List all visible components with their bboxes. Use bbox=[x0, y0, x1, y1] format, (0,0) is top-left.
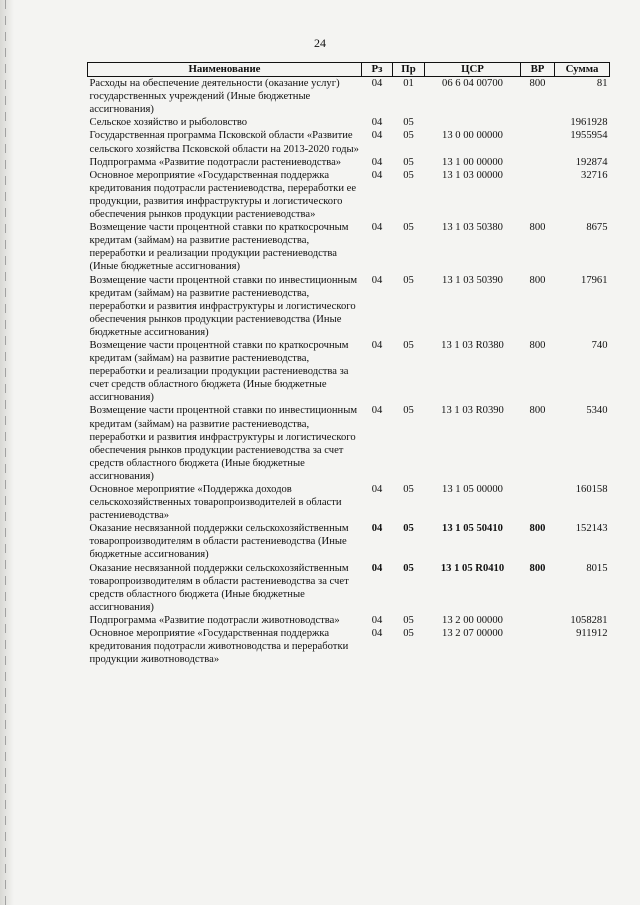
row-csr: 13 1 03 50380 bbox=[442, 222, 503, 234]
row-csr bbox=[425, 116, 521, 129]
row-pr: 05 bbox=[403, 562, 414, 574]
row-csr: 13 1 05 50410 bbox=[442, 523, 503, 535]
row-pr: 01 bbox=[403, 78, 414, 90]
row-vr bbox=[521, 129, 555, 155]
row-rz: 04 bbox=[371, 339, 383, 351]
row-name: Оказание несвязанной поддержки сельскохозяйственным товаропроизводителям в области растениеводства (Иные бюджетные ассигнования) bbox=[89, 523, 349, 561]
table-row bbox=[88, 221, 610, 273]
row-rz: 04 bbox=[371, 78, 383, 90]
row-name: Подпрограмма «Развитие подотрасли растениеводства» bbox=[89, 156, 342, 168]
table-row bbox=[88, 483, 610, 522]
row-vr: 800 bbox=[529, 274, 546, 286]
row-csr: 13 0 00 00000 bbox=[442, 130, 503, 142]
row-pr: 05 bbox=[403, 628, 414, 640]
row-name: Основное мероприятие «Государственная поддержка кредитования подотрасли растениеводства, переработки ее продукции, развития инфраструктуры и логистического обеспечения рынков продукции растениеводства» bbox=[89, 169, 357, 221]
row-name: Расходы на обеспечение деятельности (оказание услуг) государственных учреждений (Иные бюджетные ассигнования) bbox=[89, 78, 340, 116]
row-vr: 800 bbox=[529, 523, 546, 535]
row-name: Сельское хозяйство и рыболовство bbox=[89, 117, 248, 129]
row-sum: 5340 bbox=[586, 405, 608, 417]
row-rz: 04 bbox=[371, 484, 383, 495]
row-pr: 05 bbox=[403, 117, 414, 129]
row-sum: 1955954 bbox=[570, 130, 608, 142]
row-name: Основное мероприятие «Поддержка доходов сельскохозяйственных товаропроизводителей в области растениеводства» bbox=[89, 484, 342, 522]
row-sum: 81 bbox=[596, 78, 608, 90]
header-name: Наименование bbox=[88, 63, 362, 77]
header-csr: ЦСР bbox=[425, 63, 521, 77]
table-row bbox=[88, 156, 610, 169]
row-rz: 04 bbox=[371, 130, 383, 142]
row-sum: 1961928 bbox=[570, 117, 608, 129]
row-csr: 13 2 00 00000 bbox=[442, 614, 503, 626]
row-pr: 05 bbox=[403, 222, 414, 234]
row-name: Возмещение части процентной ставки по инвестиционным кредитам (займам) на развитие растениеводства, переработки и развития инфраструктуры и логистического обеспечения рынков продукции растениеводства за счет средств областного бюджета (Иные бюджетные ассигнования) bbox=[89, 405, 358, 482]
row-vr bbox=[521, 169, 555, 221]
row-csr: 13 1 00 00000 bbox=[442, 156, 503, 168]
row-vr: 800 bbox=[529, 562, 546, 574]
row-sum: 17961 bbox=[581, 274, 608, 286]
row-sum: 192874 bbox=[575, 156, 608, 168]
row-csr: 13 1 03 50390 bbox=[442, 274, 503, 286]
budget-table bbox=[87, 62, 610, 666]
row-name: Возмещение части процентной ставки по краткосрочным кредитам (займам) на развитие растениеводства, переработки и реализации продукции растениеводства за счет средств областного бюджета (Иные бюджетные ассигнования) bbox=[89, 339, 349, 404]
table-row bbox=[88, 627, 610, 666]
row-rz: 04 bbox=[371, 562, 383, 574]
row-sum: 911912 bbox=[576, 628, 608, 640]
header-sum: Сумма bbox=[555, 63, 610, 77]
table-row bbox=[88, 274, 610, 339]
binding-perforation bbox=[5, 0, 6, 905]
row-rz: 04 bbox=[371, 405, 383, 417]
row-vr bbox=[521, 483, 555, 522]
table-row bbox=[88, 339, 610, 404]
row-pr: 05 bbox=[403, 169, 414, 181]
row-sum: 152143 bbox=[575, 523, 608, 535]
table-row bbox=[88, 116, 610, 129]
row-name: Оказание несвязанной поддержки сельскохозяйственным товаропроизводителям в области растениеводства за счет средств областного бюджета (Иные бюджетные ассигнования) bbox=[89, 562, 349, 613]
row-sum: 1058281 bbox=[570, 614, 608, 626]
row-rz: 04 bbox=[371, 169, 383, 181]
table-header-row bbox=[88, 63, 610, 77]
row-rz: 04 bbox=[371, 156, 383, 168]
row-sum: 8675 bbox=[586, 222, 608, 234]
row-pr: 05 bbox=[403, 339, 414, 351]
table-row bbox=[88, 77, 610, 117]
row-pr: 05 bbox=[403, 614, 414, 626]
row-vr bbox=[521, 614, 555, 627]
row-vr bbox=[521, 156, 555, 169]
row-vr: 800 bbox=[529, 78, 546, 90]
row-csr: 06 6 04 00700 bbox=[442, 78, 503, 90]
row-name: Государственная программа Псковской области «Развитие сельского хозяйства Псковской области на 2013-2020 годы» bbox=[89, 130, 359, 155]
row-csr: 13 1 03 00000 bbox=[442, 169, 503, 181]
row-csr: 13 1 05 R0410 bbox=[440, 562, 505, 574]
row-name: Возмещение части процентной ставки по краткосрочным кредитам (займам) на развитие растениеводства, переработки и реализации продукции растениеводства (Иные бюджетные ассигнования) bbox=[89, 222, 349, 273]
row-pr: 05 bbox=[403, 130, 414, 142]
row-csr: 13 2 07 00000 bbox=[442, 628, 503, 640]
row-rz: 04 bbox=[371, 117, 383, 129]
row-rz: 04 bbox=[371, 274, 383, 286]
row-pr: 05 bbox=[403, 156, 414, 168]
row-sum: 740 bbox=[591, 339, 608, 351]
row-pr: 05 bbox=[403, 274, 414, 286]
row-name: Подпрограмма «Развитие подотрасли животноводства» bbox=[89, 614, 340, 626]
row-csr: 13 1 05 00000 bbox=[442, 484, 503, 495]
table-row bbox=[88, 169, 610, 221]
header-pr: Пр bbox=[393, 63, 425, 77]
row-pr: 05 bbox=[403, 523, 414, 535]
row-rz: 04 bbox=[371, 523, 383, 535]
row-rz: 04 bbox=[371, 222, 383, 234]
page-binding-edge bbox=[0, 0, 14, 905]
page-number: 24 bbox=[314, 36, 326, 50]
table-row bbox=[88, 562, 610, 614]
row-sum: 160158 bbox=[575, 484, 608, 495]
row-name: Основное мероприятие «Государственная поддержка кредитования подотрасли животноводства и переработки продукции животноводства» bbox=[89, 628, 349, 666]
table-row bbox=[88, 522, 610, 561]
row-vr: 800 bbox=[529, 339, 546, 351]
table-row bbox=[88, 404, 610, 483]
row-vr bbox=[521, 627, 555, 666]
row-csr: 13 1 03 R0380 bbox=[441, 339, 504, 351]
header-vr: ВР bbox=[521, 63, 555, 77]
header-rz: Рз bbox=[362, 63, 393, 77]
row-sum: 8015 bbox=[586, 562, 608, 574]
row-rz: 04 bbox=[371, 614, 383, 626]
row-vr: 800 bbox=[529, 405, 546, 417]
row-rz: 04 bbox=[371, 628, 383, 640]
row-pr: 05 bbox=[403, 484, 414, 495]
row-vr: 800 bbox=[529, 222, 546, 234]
row-csr: 13 1 03 R0390 bbox=[441, 405, 504, 417]
row-pr: 05 bbox=[403, 405, 414, 417]
row-name: Возмещение части процентной ставки по инвестиционным кредитам (займам) на развитие растениеводства, переработки и развития инфраструктуры и логистического обеспечения рынков продукции растениеводства (Иные бюджетные ассигнования) bbox=[89, 274, 358, 338]
row-vr bbox=[521, 116, 555, 129]
table-row bbox=[88, 614, 610, 627]
row-sum: 32716 bbox=[581, 169, 608, 181]
table-row bbox=[88, 129, 610, 155]
